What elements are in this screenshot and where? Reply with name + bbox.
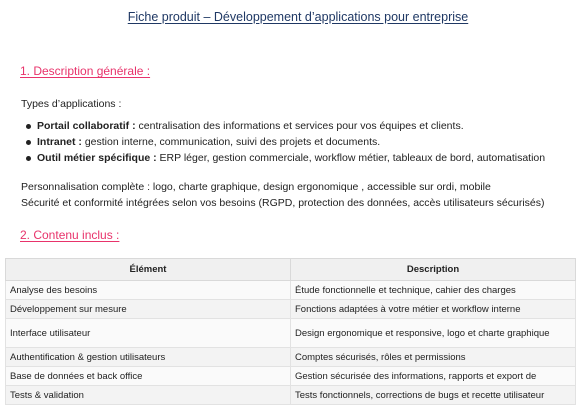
table-row: [6, 281, 576, 300]
table-cell-description: Fonctions adaptées à votre métier et workflow interne: [291, 300, 576, 319]
customization-paragraph: Personnalisation complète : logo, charte graphique, design ergonomique , accessible sur ordi, mobile: [21, 181, 491, 193]
list-item-text: gestion interne, communication, suivi des projets et documents.: [81, 136, 381, 148]
table-cell-element: Analyse des besoins: [6, 281, 291, 300]
table-cell-description: Comptes sécurisés, rôles et permissions: [291, 348, 576, 367]
list-item: [24, 150, 545, 166]
column-header-element: Élément: [6, 259, 291, 281]
column-header-description: Description: [291, 259, 576, 281]
table-row: [6, 319, 576, 348]
list-item-term: Intranet :: [37, 136, 82, 148]
section-heading-content: 2. Contenu inclus :: [20, 228, 120, 242]
list-item-text: centralisation des informations et services pour vos équipes et clients.: [135, 120, 464, 132]
section-heading-description: 1. Description générale :: [20, 64, 151, 78]
table-cell-description: Design ergonomique et responsive, logo et charte graphique: [291, 319, 576, 348]
table-row: [6, 348, 576, 367]
table-cell-description: Étude fonctionnelle et technique, cahier des charges: [291, 281, 576, 300]
table-cell-element: Interface utilisateur: [6, 319, 291, 348]
table-cell-element: Tests & validation: [6, 386, 291, 405]
list-item-term: Portail collaboratif :: [37, 120, 136, 132]
document-title: Fiche produit – Développement d’applications pour entreprise: [127, 10, 469, 24]
table-row: [6, 386, 576, 405]
table-cell-description: Tests fonctionnels, corrections de bugs et recette utilisateur: [291, 386, 576, 405]
table-cell-element: Authentification & gestion utilisateurs: [6, 348, 291, 367]
table-header-row: [6, 259, 576, 281]
table-cell-description: Gestion sécurisée des informations, rapports et export de: [291, 367, 576, 386]
table-row: [6, 300, 576, 319]
list-item-term: Outil métier spécifique :: [37, 152, 157, 164]
security-paragraph: Sécurité et conformité intégrées selon vos besoins (RGPD, protection des données, accès utilisateurs sécurisés): [21, 197, 545, 209]
table-row: [6, 367, 576, 386]
content-table: [5, 258, 576, 405]
application-types-list: [24, 118, 545, 166]
list-item: [24, 134, 545, 150]
types-label: Types d’applications :: [21, 98, 122, 110]
table-cell-element: Base de données et back office: [6, 367, 291, 386]
table-cell-element: Développement sur mesure: [6, 300, 291, 319]
list-item-text: ERP léger, gestion commerciale, workflow métier, tableaux de bord, automatisation: [156, 152, 546, 164]
list-item: [24, 118, 545, 134]
